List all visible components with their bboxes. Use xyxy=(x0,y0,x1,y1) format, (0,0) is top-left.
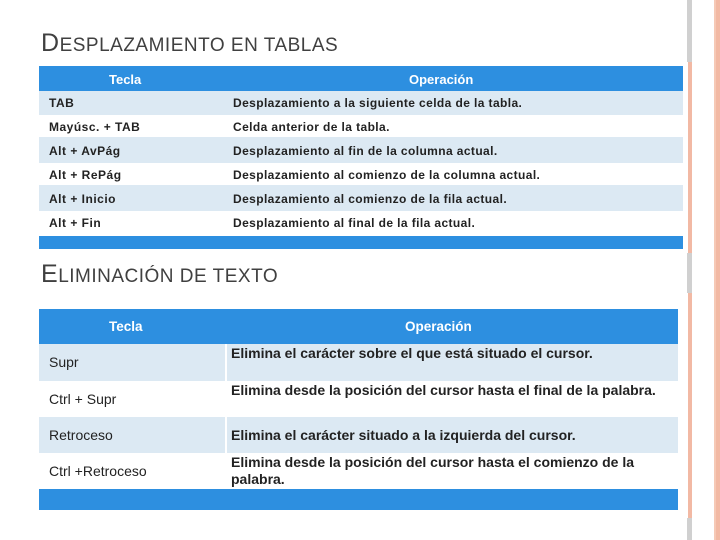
table-row xyxy=(39,417,678,453)
row-key: Alt + Fin xyxy=(49,216,102,230)
table-footer-bar xyxy=(39,489,678,510)
table-row xyxy=(39,187,683,209)
row-operation: Elimina desde la posición del cursor hasta el final de la palabra. xyxy=(231,382,656,398)
table-row xyxy=(39,344,678,380)
title-initial: D xyxy=(41,29,60,57)
header-key: Tecla xyxy=(109,72,142,87)
header-key: Tecla xyxy=(109,319,143,334)
title-initial: E xyxy=(41,260,59,288)
row-operation: Desplazamiento al fin de la columna actual. xyxy=(233,144,498,158)
row-key: Alt + AvPág xyxy=(49,144,121,158)
row-key: Ctrl +Retroceso xyxy=(49,463,147,479)
border-inner xyxy=(692,0,714,540)
title-rest: LIMINACIÓN DE TEXTO xyxy=(58,266,279,287)
table-deletion xyxy=(39,309,678,510)
table-row xyxy=(39,453,678,489)
row-operation: Celda anterior de la tabla. xyxy=(233,120,390,134)
table-footer-bar xyxy=(39,236,683,249)
table-navigation xyxy=(39,66,683,249)
table-row xyxy=(39,91,683,113)
section-title-delete xyxy=(41,260,278,289)
row-operation: Elimina el carácter situado a la izquierda del cursor. xyxy=(231,427,576,443)
row-operation: Elimina desde la posición del cursor hasta el comienzo de la palabra. xyxy=(231,454,635,487)
row-key: Supr xyxy=(49,354,79,370)
table-header xyxy=(39,309,678,344)
row-operation: Desplazamiento a la siguiente celda de la tabla. xyxy=(233,96,523,110)
decorative-border xyxy=(688,0,720,540)
row-key: Ctrl + Supr xyxy=(49,391,117,407)
row-operation: Desplazamiento al final de la fila actual. xyxy=(233,216,476,230)
decorative-bar xyxy=(687,518,692,540)
row-key: Alt + Inicio xyxy=(49,192,117,206)
row-operation: Desplazamiento al comienzo de la fila actual. xyxy=(233,192,508,206)
decorative-bar xyxy=(687,0,692,62)
table-row xyxy=(39,139,683,161)
header-operation: Operación xyxy=(409,72,474,87)
row-key: Mayúsc. + TAB xyxy=(49,120,141,134)
row-key: TAB xyxy=(49,96,75,110)
table-header xyxy=(39,66,683,91)
table-row xyxy=(39,381,678,417)
title-rest: ESPLAZAMIENTO EN TABLAS xyxy=(59,35,339,56)
column-divider xyxy=(225,344,227,489)
decorative-bar xyxy=(687,253,692,293)
section-title-tables xyxy=(41,29,338,58)
row-operation: Desplazamiento al comienzo de la columna actual. xyxy=(233,168,541,182)
table-row xyxy=(39,163,683,185)
row-operation: Elimina el carácter sobre el que está situado el cursor. xyxy=(231,345,593,361)
header-operation: Operación xyxy=(405,319,472,334)
row-key: Retroceso xyxy=(49,427,113,443)
table-row xyxy=(39,115,683,137)
row-key: Alt + RePág xyxy=(49,168,122,182)
table-row xyxy=(39,211,683,236)
border-line-right xyxy=(716,0,720,540)
